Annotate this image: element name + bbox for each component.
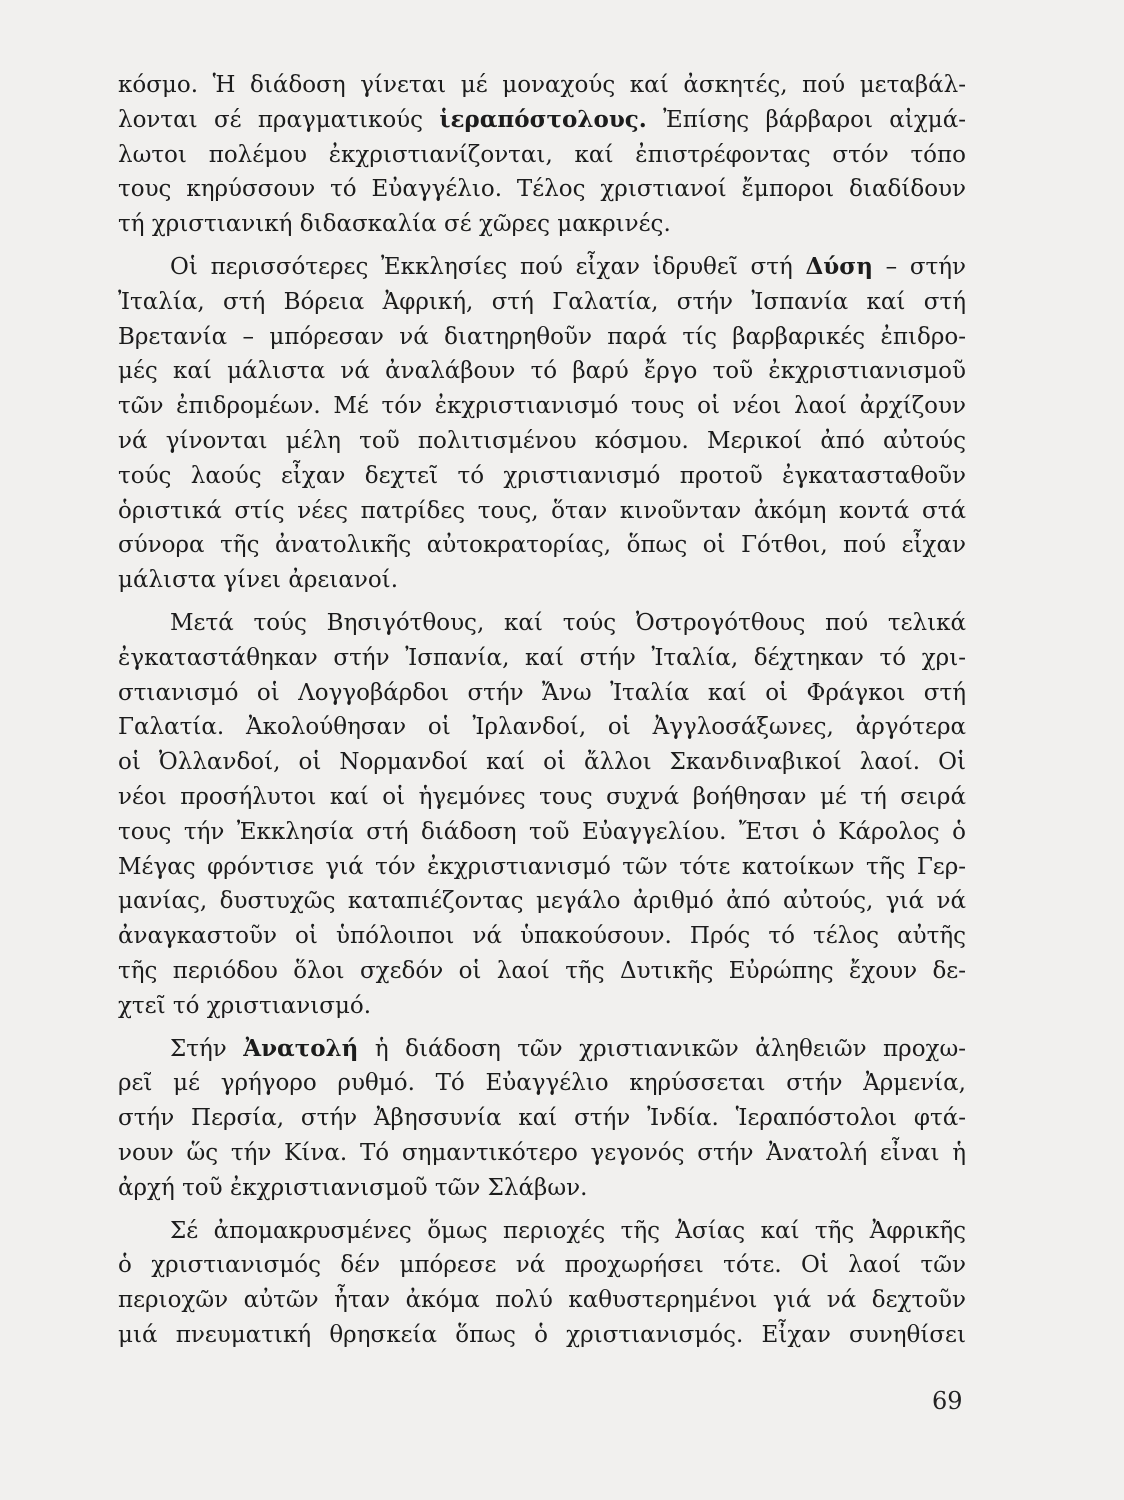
- text-line: ἐγκαταστάθηκαν στήν Ἰσπανία, καί στήν Ἰταλία, δέχτηκαν τό χρι-: [118, 644, 966, 671]
- text-line: τῆς περιόδου ὅλοι σχεδόν οἱ λαοί τῆς Δυτικῆς Εὐρώπης ἔχουν δε-: [118, 957, 966, 984]
- text-line: τούς λαούς εἶχαν δεχτεῖ τό χριστιανισμό προτοῦ ἐγκατασταθοῦν: [118, 462, 966, 489]
- text-line: ὁριστικά στίς νέες πατρίδες τους, ὅταν κινοῦνταν ἀκόμη κοντά στά: [118, 497, 966, 524]
- text-line: Βρετανία – μπόρεσαν νά διατηρηθοῦν παρά τίς βαρβαρικές ἐπιδρο-: [118, 323, 966, 350]
- text-line: Μετά τούς Βησιγότθους, καί τούς Ὀστρογότθους πού τελικά: [170, 609, 966, 636]
- paragraph: [118, 1032, 966, 1206]
- paragraph: [118, 68, 966, 242]
- text-line: νουν ὥς τήν Κίνα. Τό σημαντικότερο γεγονός στήν Ἀνατολή εἶναι ἡ: [118, 1139, 966, 1166]
- text-line: μιά πνευματική θρησκεία ὅπως ὁ χριστιανισμός. Εἶχαν συνηθίσει: [118, 1321, 966, 1348]
- page-body-text: [118, 68, 966, 1353]
- text-line: Μέγας φρόντισε γιά τόν ἐκχριστιανισμό τῶν τότε κατοίκων τῆς Γερ-: [118, 853, 966, 880]
- paragraph: [118, 1214, 966, 1353]
- text-line: μανίας, δυστυχῶς καταπιέζοντας μεγάλο ἀριθμό ἀπό αὐτούς, γιά νά: [118, 888, 966, 915]
- text-line: ἀρχή τοῦ ἐκχριστιανισμοῦ τῶν Σλάβων.: [118, 1174, 588, 1201]
- text-line: Οἱ περισσότερες Ἐκκλησίες πού εἶχαν ἱδρυθεῖ στή Δύση – στήν: [170, 252, 967, 280]
- text-line: στιανισμό οἱ Λογγοβάρδοι στήν Ἄνω Ἰταλία καί οἱ Φράγκοι στή: [118, 679, 966, 706]
- text-line: Σέ ἀπομακρυσμένες ὅμως περιοχές τῆς Ἀσίας καί τῆς Ἀφρικῆς: [170, 1217, 966, 1244]
- text-line: λονται σέ πραγματικούς ἱεραπόστολους. Ἐπίσης βάρβαροι αἰχμά-: [118, 105, 967, 133]
- text-line: χτεῖ τό χριστιανισμό.: [118, 992, 372, 1019]
- text-line: ὁ χριστιανισμός δέν μπόρεσε νά προχωρήσει τότε. Οἱ λαοί τῶν: [118, 1252, 966, 1279]
- text-line: στήν Περσία, στήν Ἀβησσυνία καί στήν Ἰνδία. Ἱεραπόστολοι φτά-: [118, 1105, 966, 1132]
- text-line: τή χριστιανική διδασκαλία σέ χῶρες μακρινές.: [118, 211, 671, 238]
- text-line: μές καί μάλιστα νά ἀναλάβουν τό βαρύ ἔργο τοῦ ἐκχριστιανισμοῦ: [118, 358, 966, 385]
- text-line: τους κηρύσσουν τό Εὐαγγέλιο. Τέλος χριστιανοί ἔμποροι διαδίδουν: [118, 176, 966, 203]
- text-line: λωτοι πολέμου ἐκχριστιανίζονται, καί ἐπιστρέφοντας στόν τόπο: [118, 141, 966, 168]
- bold-term: Δύση: [805, 252, 873, 280]
- text-line: Στήν Ἀνατολή ἡ διάδοση τῶν χριστιανικῶν ἀληθειῶν προχω-: [170, 1034, 967, 1062]
- text-line: περιοχῶν αὐτῶν ἦταν ἀκόμα πολύ καθυστερημένοι γιά νά δεχτοῦν: [118, 1287, 966, 1314]
- bold-term: Ἀνατολή: [243, 1034, 359, 1062]
- text-line: τους τήν Ἐκκλησία στή διάδοση τοῦ Εὐαγγελίου. Ἔτσι ὁ Κάρολος ὁ: [118, 818, 966, 845]
- paragraph: [118, 250, 966, 598]
- text-line: οἱ Ὀλλανδοί, οἱ Νορμανδοί καί οἱ ἄλλοι Σκανδιναβικοί λαοί. Οἱ: [118, 749, 966, 776]
- bold-term: ἱεραπόστολους.: [439, 105, 647, 133]
- text-line: ρεῖ μέ γρήγορο ρυθμό. Τό Εὐαγγέλιο κηρύσσεται στήν Ἀρμενία,: [118, 1070, 966, 1097]
- text-line: Γαλατία. Ἀκολούθησαν οἱ Ἰρλανδοί, οἱ Ἀγγλοσάξωνες, ἀργότερα: [118, 714, 966, 741]
- text-line: νέοι προσήλυτοι καί οἱ ἡγεμόνες τους συχνά βοήθησαν μέ τή σειρά: [118, 783, 966, 810]
- text-line: κόσμο. Ἡ διάδοση γίνεται μέ μοναχούς καί ἀσκητές, πού μεταβάλ-: [118, 72, 966, 98]
- text-line: Ἰταλία, στή Βόρεια Ἀφρική, στή Γαλατία, στήν Ἰσπανία καί στή: [118, 288, 966, 315]
- text-line: σύνορα τῆς ἀνατολικῆς αὐτοκρατορίας, ὅπως οἱ Γότθοι, πού εἶχαν: [118, 532, 966, 559]
- page-number: 69: [932, 1387, 963, 1415]
- text-line: μάλιστα γίνει ἀρειανοί.: [118, 567, 399, 594]
- text-line: τῶν ἐπιδρομέων. Μέ τόν ἐκχριστιανισμό τους οἱ νέοι λαοί ἀρχίζουν: [118, 393, 966, 420]
- paragraph: [118, 606, 966, 1024]
- text-line: ἀναγκαστοῦν οἱ ὑπόλοιποι νά ὑπακούσουν. Πρός τό τέλος αὐτῆς: [118, 923, 966, 950]
- text-line: νά γίνονται μέλη τοῦ πολιτισμένου κόσμου. Μερικοί ἀπό αὐτούς: [118, 427, 966, 454]
